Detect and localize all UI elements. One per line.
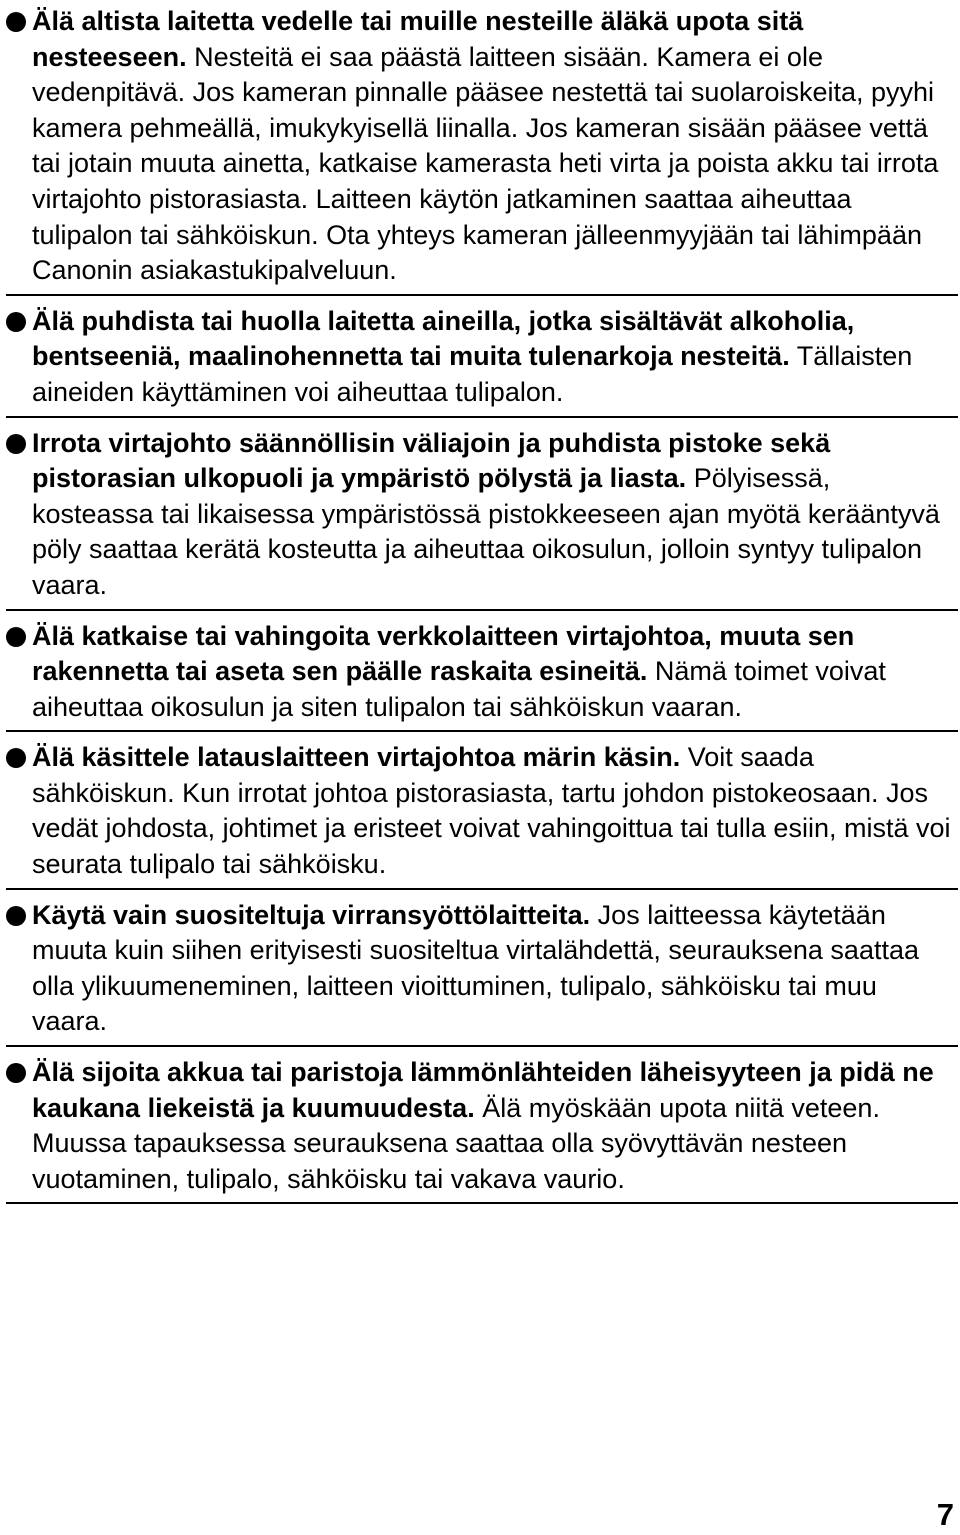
warning-item-water [6,4,958,296]
warning-text: Älä myöskään upota niitä veteen. Muussa tapauksessa seurauksena saattaa olla syövyttävän nesteen vuotaminen, tulipalo, sähköisku tai vakava vaurio. [32,1092,880,1194]
warning-heading: Älä altista laitetta vedelle tai muille nesteille äläkä upota sitä nesteeseen. [32,6,804,72]
warning-heading: Älä käsittele latauslaitteen virtajohtoa märin käsin. [32,742,681,773]
warning-heading: Irrota virtajohto säännöllisin väliajoin ja puhdista pistoke sekä pistorasian ulkopuoli ja ympäristö pölystä ja liasta. [32,427,831,494]
warning-text: Nämä toimet voivat aiheuttaa oikosulun ja siten tulipalon tai sähköiskun vaaran. [32,656,886,722]
bullet-icon [6,748,26,768]
warning-text: Nesteitä ei saa päästä laitteen sisään. Kamera ei ole vedenpitävä. Jos kameran pinnalle pääsee nestettä tai suolaroiskeita, pyyhi kamera pehmeällä, imukykyisellä liinalla. Jos kameran sisään pääsee vettä tai jotain muuta ainetta, katkaise kamerasta heti virta ja poista akku tai irrota virtajohto pistorasiasta. Laitteen käytön jatkaminen saattaa aiheuttaa tulipalon tai sähköiskun. Ota yhteys kameran jälleenmyyjään tai lähimpään Canonin asiakastukipalveluun. [32,41,939,286]
warning-heading: Käytä vain suositeltuja virransyöttölaitteita. [32,899,591,930]
bullet-icon [6,1063,26,1083]
warning-item-battery-heat [6,1055,958,1204]
bullet-icon [6,906,26,926]
warning-text: Voit saada sähköiskun. Kun irrotat johtoa pistorasiasta, tartu johdon pistokeosaan. Jos vedät johdosta, johtimet ja eristeet voivat vahingoittua tai tulla esiin, mistä voi seurata tulipalo tai sähköisku. [32,742,951,880]
bullet-icon [6,627,26,647]
bullet-icon [6,434,26,454]
warning-heading: Älä sijoita akkua tai paristoja lämmönlähteiden läheisyyteen ja pidä ne kaukana liekeistä ja kuumuudesta. [32,1057,934,1123]
warning-text: Pölyisessä, kosteassa tai likaisessa ympäristössä pistokkeeseen ajan myötä kerääntyvä pöly saattaa kerätä kosteutta ja aiheuttaa oikosulun, jolloin syntyy tulipalon vaara. [32,463,940,600]
warning-text: Jos laitteessa käytetään muuta kuin siihen erityisesti suositeltua virtalähdettä, seurauksena saattaa olla ylikuumeneminen, laitteen vioittuminen, tulipalo, sähköisku tai muu vaara. [32,899,919,1037]
warning-list [6,4,958,1212]
warning-item-power-supply [6,898,958,1047]
warning-item-power-cord [6,619,958,733]
warning-item-wet-hands [6,740,958,889]
warning-text: Tällaisten aineiden käyttäminen voi aiheuttaa tulipalon. [32,341,913,407]
bullet-icon [6,12,26,32]
bullet-icon [6,312,26,332]
warning-heading: Älä katkaise tai vahingoita verkkolaitteen virtajohtoa, muuta sen rakennetta tai aseta sen päälle raskaita esineitä. [32,620,855,687]
warning-item-cleaning [6,304,958,418]
page-number: 7 [936,1497,954,1532]
warning-item-plug-dust [6,426,958,611]
warning-heading: Älä puhdista tai huolla laitetta aineilla, jotka sisältävät alkoholia, bentseeniä, maalinohennetta tai muita tulenarkoja nesteitä. [32,305,855,372]
